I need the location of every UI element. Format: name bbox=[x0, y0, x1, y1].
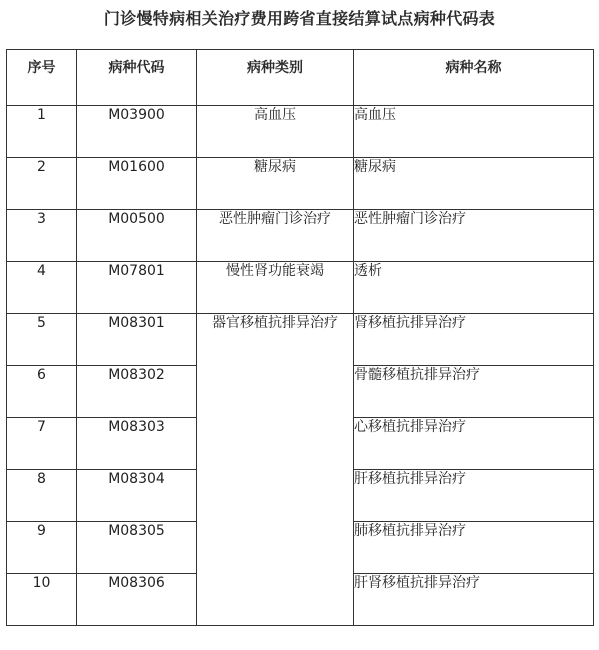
disease-code: M00500 bbox=[77, 210, 197, 262]
table-row bbox=[7, 262, 594, 314]
table-row bbox=[7, 314, 594, 366]
disease-category-merged: 器官移植抗排异治疗 bbox=[197, 314, 354, 626]
disease-category: 高血压 bbox=[197, 106, 354, 158]
disease-name: 肾移植抗排异治疗 bbox=[354, 314, 594, 366]
table-header-row bbox=[7, 50, 594, 106]
row-number: 3 bbox=[7, 210, 77, 262]
disease-code: M08306 bbox=[77, 574, 197, 626]
column-header-number: 序号 bbox=[7, 50, 77, 106]
disease-name: 心移植抗排异治疗 bbox=[354, 418, 594, 470]
disease-name: 透析 bbox=[354, 262, 594, 314]
table-row bbox=[7, 210, 594, 262]
row-number: 6 bbox=[7, 366, 77, 418]
disease-code: M08303 bbox=[77, 418, 197, 470]
row-number: 10 bbox=[7, 574, 77, 626]
disease-category: 恶性肿瘤门诊治疗 bbox=[197, 210, 354, 262]
row-number: 7 bbox=[7, 418, 77, 470]
disease-category: 慢性肾功能衰竭 bbox=[197, 262, 354, 314]
disease-name: 肝肾移植抗排异治疗 bbox=[354, 574, 594, 626]
column-header-category: 病种类别 bbox=[197, 50, 354, 106]
page-title: 门诊慢特病相关治疗费用跨省直接结算试点病种代码表 bbox=[103, 9, 496, 28]
disease-code: M01600 bbox=[77, 158, 197, 210]
disease-code: M08305 bbox=[77, 522, 197, 574]
row-number: 5 bbox=[7, 314, 77, 366]
disease-name: 糖尿病 bbox=[354, 158, 594, 210]
disease-code: M07801 bbox=[77, 262, 197, 314]
disease-code: M08304 bbox=[77, 470, 197, 522]
row-number: 8 bbox=[7, 470, 77, 522]
disease-category: 糖尿病 bbox=[197, 158, 354, 210]
column-header-code: 病种代码 bbox=[77, 50, 197, 106]
disease-code: M08301 bbox=[77, 314, 197, 366]
disease-name: 恶性肿瘤门诊治疗 bbox=[354, 210, 594, 262]
table-row bbox=[7, 158, 594, 210]
disease-code: M03900 bbox=[77, 106, 197, 158]
disease-name: 骨髓移植抗排异治疗 bbox=[354, 366, 594, 418]
table-row bbox=[7, 106, 594, 158]
disease-name: 高血压 bbox=[354, 106, 594, 158]
disease-name: 肺移植抗排异治疗 bbox=[354, 522, 594, 574]
row-number: 1 bbox=[7, 106, 77, 158]
row-number: 2 bbox=[7, 158, 77, 210]
row-number: 4 bbox=[7, 262, 77, 314]
disease-code: M08302 bbox=[77, 366, 197, 418]
disease-code-table bbox=[6, 49, 594, 626]
disease-name: 肝移植抗排异治疗 bbox=[354, 470, 594, 522]
column-header-name: 病种名称 bbox=[354, 50, 594, 106]
row-number: 9 bbox=[7, 522, 77, 574]
